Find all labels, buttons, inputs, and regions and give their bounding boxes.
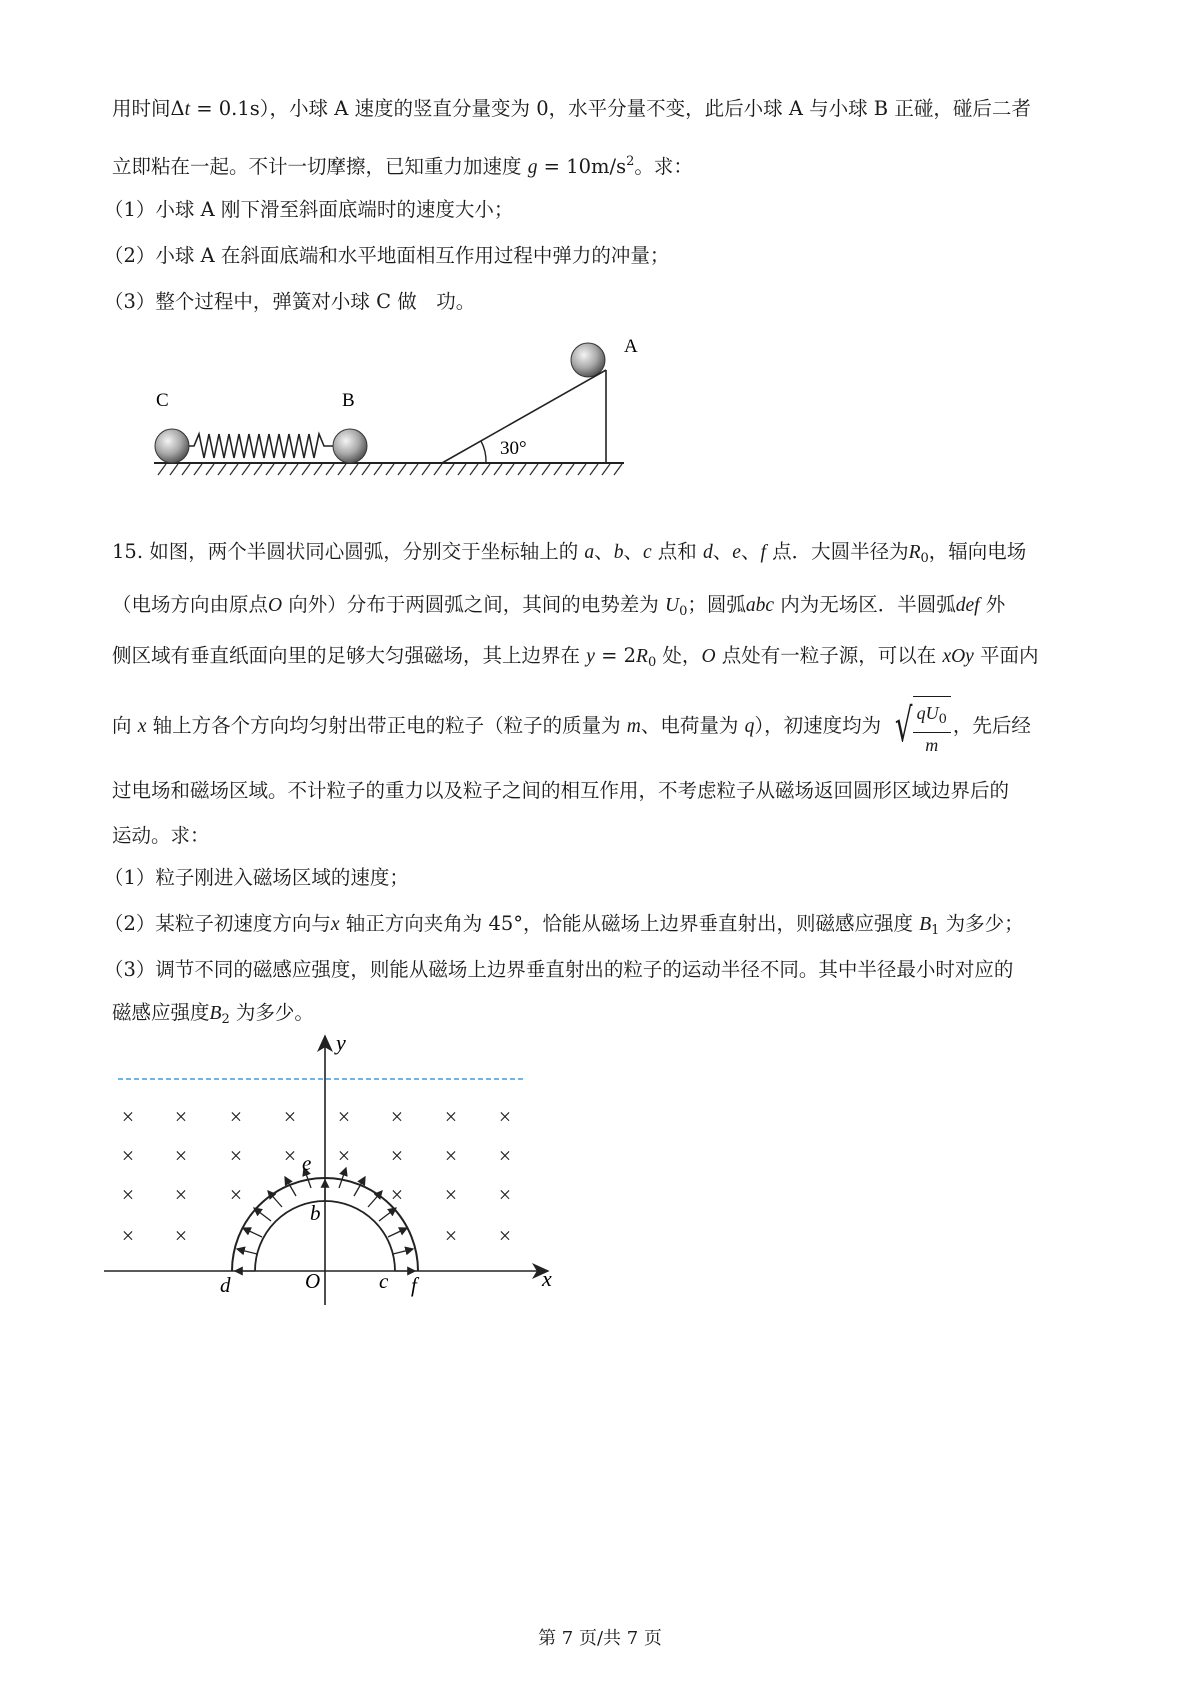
initial-speed-formula: √ $\frac{qU_0}{m}$ (889, 696, 951, 757)
ball-a (571, 343, 605, 377)
label-b: b (310, 1201, 321, 1225)
svg-text:×: × (174, 1223, 188, 1248)
problem-15-line-6: 运动。求： (112, 824, 210, 847)
problem-15-question-2: （2）某粒子初速度方向与x 轴正方向夹角为 45°，恰能从磁场上边界垂直射出，则磁感应强度 $B_1$ 为多少； (104, 912, 1024, 938)
svg-text:×: × (444, 1143, 458, 1168)
problem-15-line-2: （电场方向由原点O 向外）分布于两圆弧之间，其间的电势差为 $U_0$；圆弧abc 内为无场区．半圆弧def 外 (112, 593, 1006, 619)
svg-text:×: × (498, 1143, 512, 1168)
svg-text:×: × (390, 1182, 404, 1207)
svg-text:×: × (229, 1143, 243, 1168)
text-line: 立即粘在一起。不计一切摩擦，已知重力加速度 $g = 10m/s^2$。求： (112, 154, 693, 178)
problem-15-question-3: （3）调节不同的磁感应强度，则能从磁场上边界垂直射出的粒子的运动半径不同。其中半径最小时对应的 (104, 958, 1014, 981)
svg-text:×: × (121, 1223, 135, 1248)
svg-text:×: × (337, 1143, 351, 1168)
svg-text:×: × (498, 1182, 512, 1207)
svg-text:×: × (444, 1182, 458, 1207)
label-b: B (342, 390, 355, 411)
svg-text:×: × (174, 1104, 188, 1129)
label-f: f (411, 1273, 417, 1297)
question-1: （1）小球 A 刚下滑至斜面底端时的速度大小； (104, 198, 514, 221)
magnetic-field-figure (100, 1030, 600, 1310)
svg-text:×: × (390, 1143, 404, 1168)
svg-text:×: × (229, 1182, 243, 1207)
svg-text:×: × (444, 1104, 458, 1129)
ball-b (333, 429, 367, 463)
svg-text:×: × (283, 1104, 297, 1129)
svg-text:×: × (444, 1223, 458, 1248)
svg-text:×: × (390, 1104, 404, 1129)
label-e: e (302, 1151, 312, 1175)
svg-text:×: × (283, 1143, 297, 1168)
angle-arc (481, 441, 486, 463)
svg-text:×: × (498, 1223, 512, 1248)
label-c: C (156, 390, 169, 411)
label-a: A (624, 336, 638, 357)
label-y: y (336, 1030, 346, 1055)
svg-text:×: × (174, 1143, 188, 1168)
question-2: （2）小球 A 在斜面底端和水平地面相互作用过程中弹力的冲量； (104, 244, 670, 267)
problem-15-line-3: 侧区域有垂直纸面向里的足够大匀强磁场，其上边界在 $y = 2R_0$ 处，O 点处有一粒子源，可以在 xOy 平面内 (112, 644, 1039, 670)
problem-15-question-1: （1）粒子刚进入磁场区域的速度； (104, 866, 409, 889)
svg-text:×: × (174, 1182, 188, 1207)
magnetic-field-crosses (122, 1104, 511, 1248)
problem-15-line-1: 15. 如图，两个半圆状同心圆弧，分别交于坐标轴上的 a、b、c 点和 d、e、f 点．大圆半径为$R_0$，辐向电场 (112, 540, 1027, 566)
svg-text:×: × (229, 1104, 243, 1129)
problem-15-line-4: 向 x 轴上方各个方向均匀射出带正电的粒子（粒子的质量为 m、电荷量为 q），初速度均为 √ $\frac{qU_0}{m}$ ，先后经 (112, 696, 1031, 757)
problem-15-question-3-cont: 磁感应强度$B_2$ 为多少。 (112, 1001, 314, 1027)
label-O: O (305, 1269, 321, 1293)
label-d: d (220, 1273, 231, 1297)
page-footer: 第 7 页/共 7 页 (538, 1628, 662, 1649)
svg-text:×: × (337, 1104, 351, 1129)
label-c: c (379, 1269, 389, 1293)
ground-hatching (158, 464, 622, 475)
label-x: x (542, 1266, 552, 1291)
svg-text:×: × (121, 1182, 135, 1207)
ball-c (155, 429, 189, 463)
spring (188, 434, 334, 458)
problem-15-line-5: 过电场和磁场区域。不计粒子的重力以及粒子之间的相互作用，不考虑粒子从磁场返回圆形区域边界后的 (112, 779, 1010, 802)
text-line: 用时间Δt = 0.1s），小球 A 速度的竖直分量变为 0，水平分量不变，此后小球 A 与小球 B 正碰，碰后二者 (112, 97, 1031, 120)
incline-spring-figure (140, 330, 680, 500)
svg-text:×: × (498, 1104, 512, 1129)
angle-label: 30° (500, 438, 527, 459)
question-3: （3）整个过程中，弹簧对小球 C 做 功。 (104, 290, 476, 313)
svg-text:×: × (121, 1104, 135, 1129)
svg-text:×: × (121, 1143, 135, 1168)
